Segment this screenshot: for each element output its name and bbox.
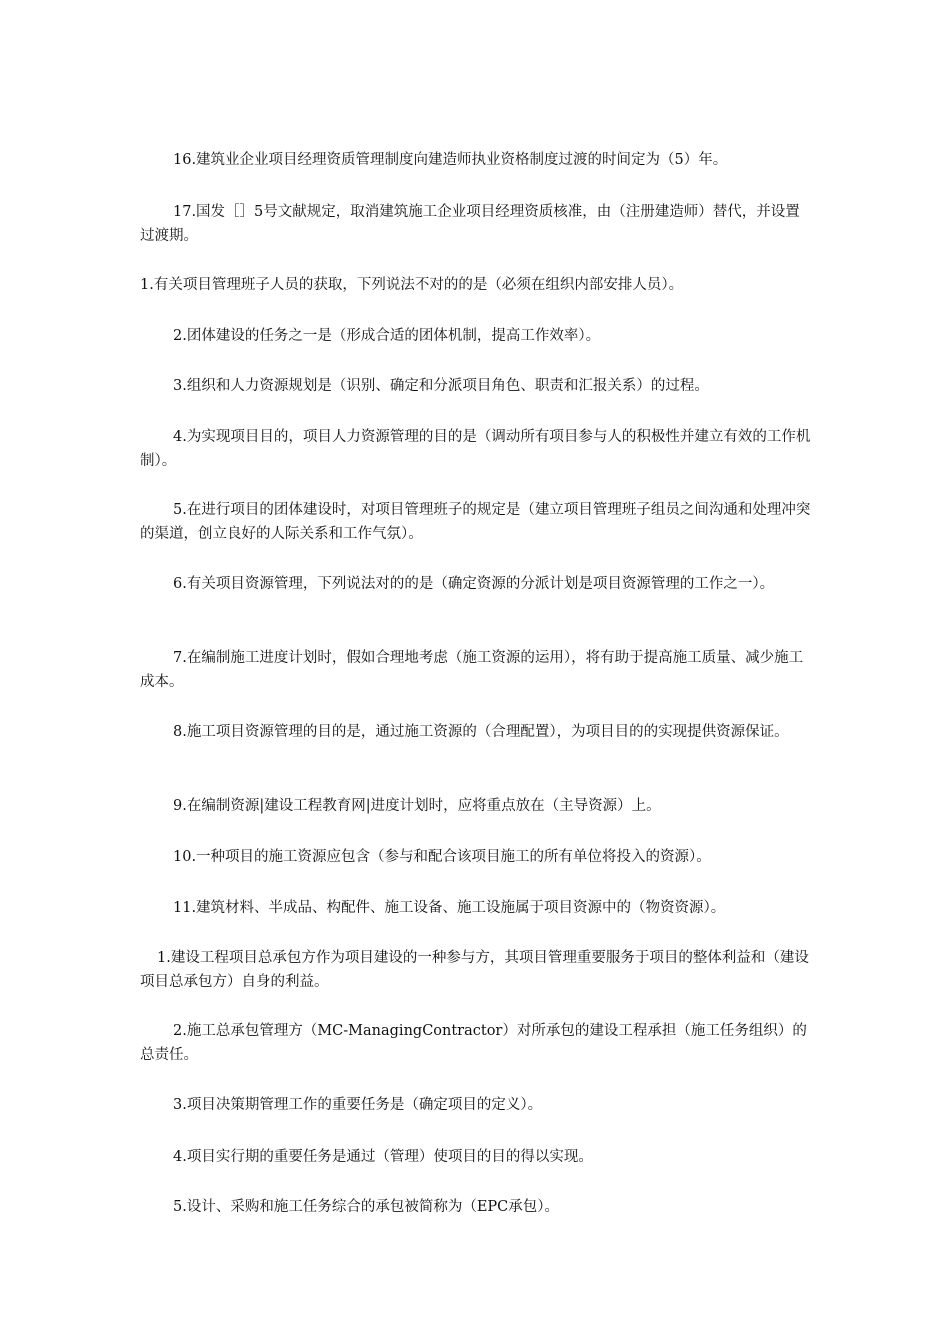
paragraph-pm-4: 4.项目实行期的重要任务是通过（管理）使项目的目的得以实现。 — [173, 1149, 593, 1165]
paragraph-hr-10: 10.一种项目的施工资源应包含（参与和配合该项目施工的所有单位将投入的资源）。 — [173, 849, 711, 865]
paragraph-pm-2: 2.施工总承包管理方（MC-ManagingContractor）对所承包的建设工程承担（施工任务组织）的总责任。 — [140, 1023, 807, 1063]
paragraph-16: 16.建筑业企业项目经理资质管理制度向建造师执业资格制度过渡的时间定为（5）年。 — [173, 152, 728, 168]
paragraph-hr-5: 5.在进行项目的团体建设时，对项目管理班子的规定是（建立项目管理班子组员之间沟通和处理冲突的渠道，创立良好的人际关系和工作气氛）。 — [140, 502, 811, 542]
paragraph-hr-8: 8.施工项目资源管理的目的是，通过施工资源的（合理配置），为项目目的的实现提供资源保证。 — [173, 724, 789, 740]
paragraph-hr-4: 4.为实现项目目的，项目人力资源管理的目的是（调动所有项目参与人的积极性并建立有效的工作机制）。 — [140, 429, 811, 469]
paragraph-17: 17.国发［］5号文献规定，取消建筑施工企业项目经理资质核准，由（注册建造师）替代，并设置过渡期。 — [140, 204, 800, 244]
paragraph-hr-6: 6.有关项目资源管理，下列说法对的的是（确定资源的分派计划是项目资源管理的工作之一）。 — [173, 576, 775, 592]
paragraph-pm-5: 5.设计、采购和施工任务综合的承包被简称为（EPC承包）。 — [173, 1199, 560, 1215]
paragraph-hr-11: 11.建筑材料、半成品、构配件、施工设备、施工设施属于项目资源中的（物资资源）。 — [173, 900, 726, 916]
paragraph-pm-1: 1.建设工程项目总承包方作为项目建设的一种参与方，其项目管理重要服务于项目的整体利益和（建设项目总承包方）自身的利益。 — [140, 950, 809, 990]
paragraph-hr-3: 3.组织和人力资源规划是（识别、确定和分派项目角色、职责和汇报关系）的过程。 — [173, 378, 709, 394]
paragraph-hr-1: 1.有关项目管理班子人员的获取，下列说法不对的的是（必须在组织内部安排人员）。 — [140, 277, 684, 293]
paragraph-pm-3: 3.项目决策期管理工作的重要任务是（确定项目的定义）。 — [173, 1097, 543, 1113]
paragraph-hr-7: 7.在编制施工进度计划时，假如合理地考虑（施工资源的运用），将有助于提高施工质量、减少施工成本。 — [140, 650, 804, 690]
paragraph-hr-2: 2.团体建设的任务之一是（形成合适的团体机制，提高工作效率）。 — [173, 328, 601, 344]
paragraph-hr-9: 9.在编制资源|建设工程教育网|进度计划时，应将重点放在（主导资源）上。 — [173, 798, 661, 814]
